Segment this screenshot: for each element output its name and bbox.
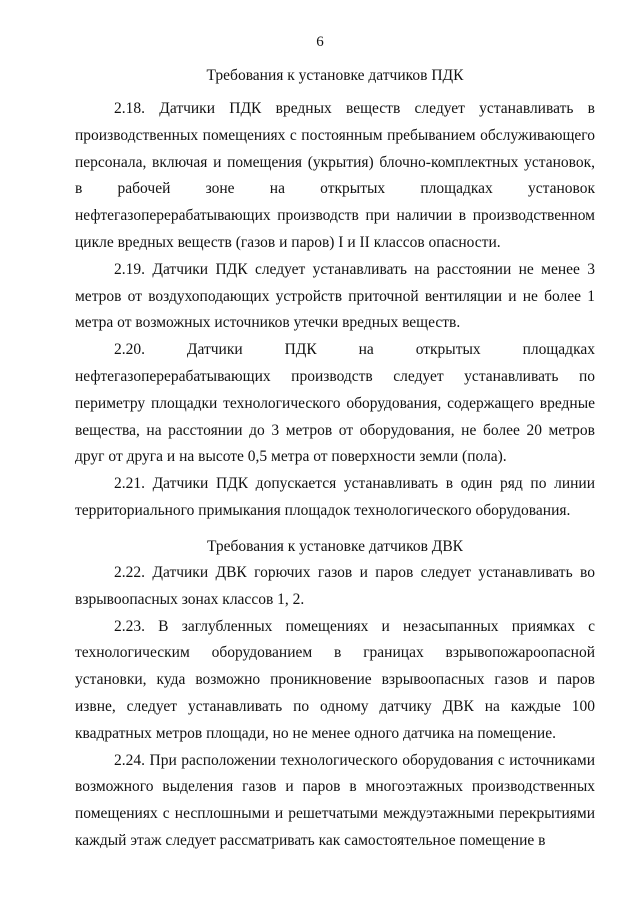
paragraph-2-20: 2.20. Датчики ПДК на открытых площадках нефтегазоперерабатывающих производств следует устанавливать по периметру площадки технологического оборудования, содержащего вредные вещества, на расстоянии до 3 метров от оборудования, не более 20 метров друг от друга и на высоте 0,5 метра от поверхности земли (пола). xyxy=(75,341,595,466)
section-heading-dvk xyxy=(75,537,595,557)
paragraph-2-18: 2.18. Датчики ПДК вредных веществ следует устанавливать в производственных помещениях с постоянным пребыванием обслуживающего персонала, включая и помещения (укрытия) блочно-комплектных установок, в рабочей зоне на открытых площадках установок нефтегазоперерабатывающих производств при наличии в производственном цикле вредных веществ (газов и паров) I и II классов опасности. xyxy=(75,100,595,251)
paragraph-2-24: 2.24. При расположении технологического оборудования с источниками возможного выделения газов и паров в многоэтажных производственных помещениях с несплошными и решетчатыми междуэтажными перекрытиями каждый этаж следует рассматривать как самостоятельное помещение в xyxy=(75,751,595,849)
page-number: 6 xyxy=(316,34,324,50)
section-heading: Требования к установке датчиков ПДК xyxy=(206,67,464,84)
paragraph-2-22: 2.22. Датчики ДВК горючих газов и паров следует устанавливать во взрывоопасных зонах классов 1, 2. xyxy=(75,564,595,608)
paragraph-2-19: 2.19. Датчики ПДК следует устанавливать на расстоянии не менее 3 метров от воздухоподающих устройств приточной вентиляции и не более 1 метра от возможных источников утечки вредных веществ. xyxy=(75,260,595,332)
section-heading-pdk xyxy=(75,66,595,86)
paragraph-2-23: 2.23. В заглубленных помещениях и незасыпанных приямках с технологическим оборудованием в границах взрывопожароопасной установки, куда возможно проникновение взрывоопасных газов и паров извне, следует устанавливать по одному датчику ДВК на каждые 100 квадратных метров площади, но не менее одного датчика на помещение. xyxy=(75,617,595,742)
paragraph-2-21: 2.21. Датчики ПДК допускается устанавливать в один ряд по линии территориального примыкания площадок технологического оборудования. xyxy=(75,475,595,519)
section-dvk-body xyxy=(75,560,595,855)
section-heading: Требования к установке датчиков ДВК xyxy=(206,538,464,555)
section-pdk-body xyxy=(75,96,595,525)
